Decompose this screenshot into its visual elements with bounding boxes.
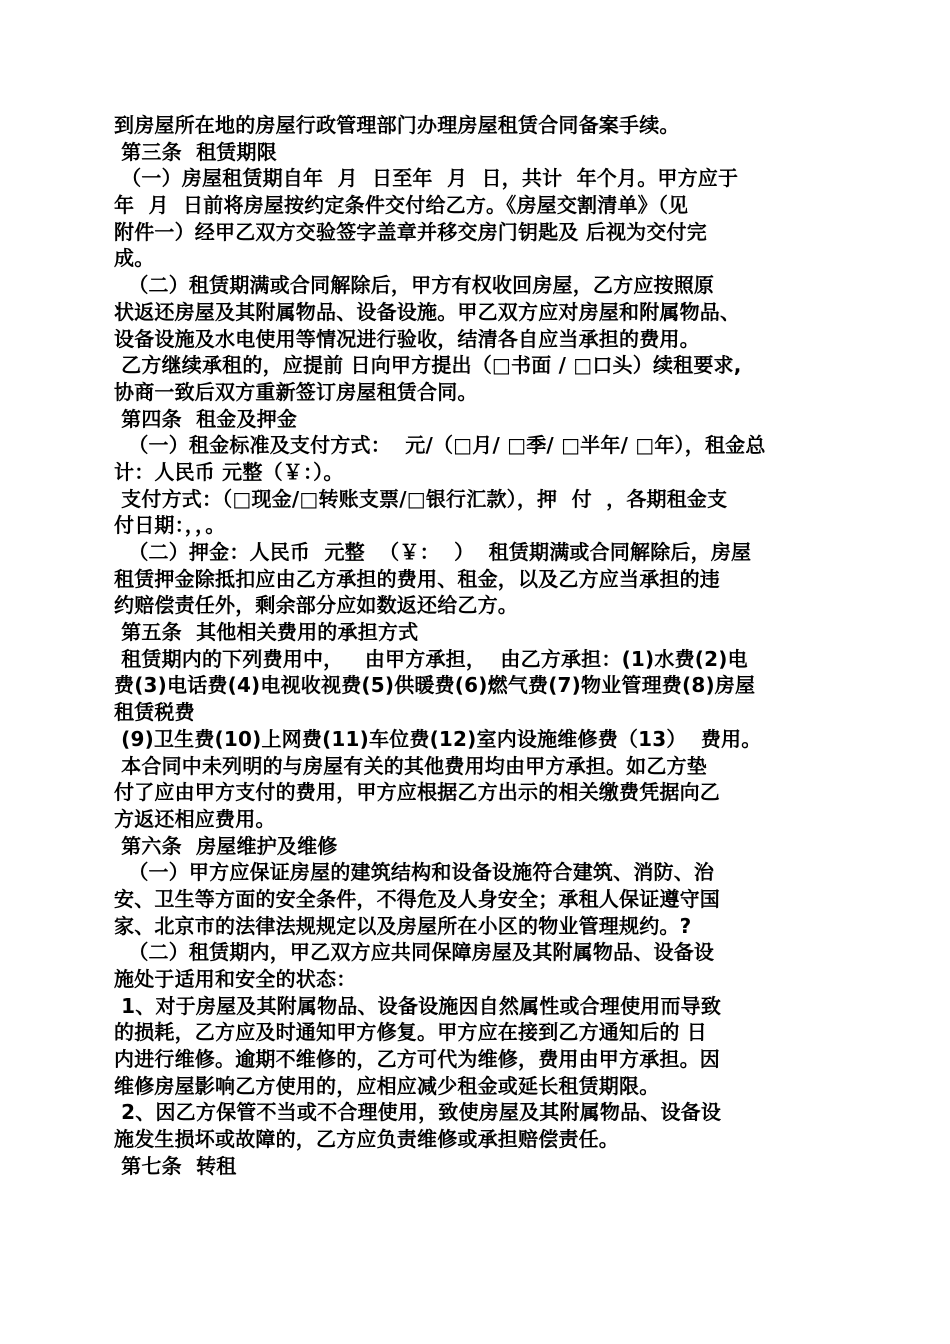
text-line: （二）租赁期内，甲乙双方应共同保障房屋及其附属物品、设备设 (114, 940, 715, 965)
text-line: 状返还房屋及其附属物品、设备设施。甲乙双方应对房屋和附属物品、 (114, 299, 741, 324)
text-line: 2、因乙方保管不当或不合理使用，致使房屋及其附属物品、设备设 (114, 1100, 722, 1125)
text-line: 租赁税费 (114, 700, 195, 725)
text-line: 到房屋所在地的房屋行政管理部门办理房屋租赁合同备案手续。 (114, 113, 680, 137)
section-heading-5: 第五条 其他相关费用的承担方式 (114, 620, 419, 645)
text-line: 租赁期内的下列费用中， 由甲方承担， 由乙方承担：(1)水费(2)电 (114, 646, 748, 671)
text-line: 附件一）经甲乙双方交验签字盖章并移交房门钥匙及 后视为交付完 (114, 219, 707, 244)
text-line: 本合同中未列明的与房屋有关的其他费用均由甲方承担。如乙方垫 (114, 753, 707, 778)
text-line: 安、卫生等方面的安全条件，不得危及人身安全；承租人保证遵守国 (114, 886, 720, 911)
section-heading-6: 第六条 房屋维护及维修 (114, 833, 338, 858)
text-line: 年 月 日前将房屋按约定条件交付给乙方。《房屋交割清单》（见 (114, 193, 689, 218)
contract-text (114, 112, 844, 1180)
text-line: 施发生损坏或故障的，乙方应负责维修或承担赔偿责任。 (114, 1127, 619, 1152)
text-line: 乙方继续承租的，应提前 日向甲方提出（□书面 / □口头）续租要求, (114, 353, 742, 378)
text-line: 付日期：，，。 (114, 513, 226, 538)
text-line: 内进行维修。逾期不维修的，乙方可代为维修，费用由甲方承担。因 (114, 1047, 720, 1072)
text-line: 方返还相应费用。 (114, 806, 276, 831)
text-line: 租赁押金除抵扣应由乙方承担的费用、租金，以及乙方应当承担的违 (114, 566, 720, 591)
text-line: 的损耗，乙方应及时通知甲方修复。甲方应在接到乙方通知后的 日 (114, 1020, 707, 1045)
text-line: （一）房屋租赁期自年 月 日至年 月 日，共计 年个月。甲方应于 (114, 166, 739, 191)
text-line: 约赔偿责任外，剩余部分应如数返还给乙方。 (114, 593, 518, 618)
text-line: 付了应由甲方支付的费用，甲方应根据乙方出示的相关缴费凭据向乙 (114, 780, 720, 805)
text-line: (9)卫生费(10)上网费(11)车位费(12)室内设施维修费（13） 费用。 (114, 726, 762, 751)
section-heading-4: 第四条 租金及押金 (114, 406, 298, 431)
text-line: 施处于适用和安全的状态： (114, 967, 357, 991)
text-line: 家、北京市的法律法规规定以及房屋所在小区的物业管理规约。? (114, 913, 692, 938)
section-heading-7: 第七条 转租 (114, 1153, 237, 1178)
text-line: （二）租赁期满或合同解除后，甲方有权收回房屋，乙方应按照原 (114, 273, 715, 298)
text-line: 支付方式：（□现金/□转账支票/□银行汇款），押 付 ，各期租金支 (114, 486, 728, 511)
text-line: 维修房屋影响乙方使用的，应相应减少租金或延长租赁期限。 (114, 1073, 660, 1098)
text-line: （二）押金：人民币 元整 （￥： ） 租赁期满或合同解除后，房屋 (114, 540, 752, 564)
text-line: （一）甲方应保证房屋的建筑结构和设备设施符合建筑、消防、治 (114, 860, 715, 885)
section-heading-3: 第三条 租赁期限 (114, 139, 277, 164)
text-line: 费(3)电话费(4)电视收视费(5)供暖费(6)燃气费(7)物业管理费(8)房屋 (114, 673, 756, 698)
text-line: （一）租金标准及支付方式： 元/（□月/ □季/ □半年/ □年），租金总 (114, 433, 766, 458)
text-line: 协商一致后双方重新签订房屋租赁合同。 (114, 379, 478, 404)
text-line: 设备设施及水电使用等情况进行验收，结清各自应当承担的费用。 (114, 326, 700, 351)
text-line: 计：人民币 元整（￥：）。 (114, 459, 344, 484)
text-line: 1、对于房屋及其附属物品、设备设施因自然属性或合理使用而导致 (114, 993, 722, 1018)
text-line: 成。 (114, 246, 155, 271)
